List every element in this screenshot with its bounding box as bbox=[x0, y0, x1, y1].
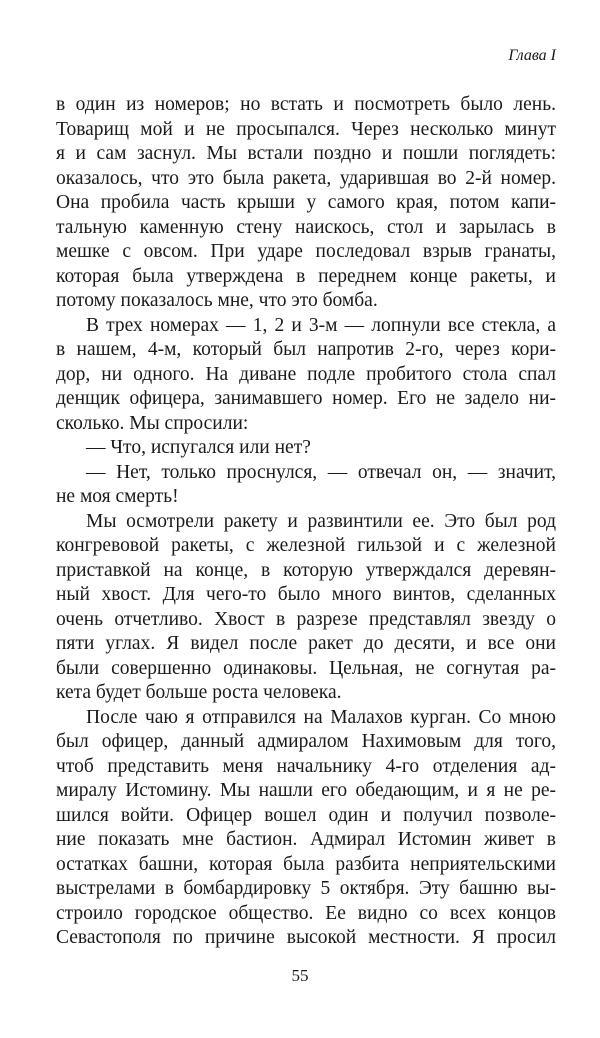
text-line: В трех номерах — 1, 2 и 3-м — лопнули все стекла, а bbox=[86, 314, 556, 336]
text-line: был офицер, данный адмиралом Нахимовым для того, bbox=[56, 731, 556, 752]
text-line: которая была утверждена в переднем конце ракеты, и bbox=[56, 265, 556, 287]
text-line: сколько. Мы спросили: bbox=[56, 412, 249, 434]
text-line: чтоб представить меня начальнику 4-го отделения ад- bbox=[56, 755, 556, 777]
text-line: ние показать мне бастион. Адмирал Истомин живет в bbox=[56, 829, 556, 850]
text-line: — Что, испугался или нет? bbox=[86, 437, 311, 458]
text-line: очень отчетливо. Хвост в разрезе представлял звезду о bbox=[56, 608, 556, 630]
running-header: Глава I bbox=[508, 47, 556, 64]
text-line: не моя смерть! bbox=[56, 486, 179, 507]
text-line: Товарищ мой и не просыпался. Через несколько минут bbox=[56, 118, 556, 140]
body-text bbox=[56, 93, 556, 951]
text-line: в один из номеров; но встать и посмотреть было лень. bbox=[56, 94, 556, 115]
page-number: 55 bbox=[291, 966, 309, 985]
text-line: пяти углах. Я видел после ракет до десяти, и все они bbox=[56, 633, 556, 654]
text-line: Она пробила часть крыши у самого края, потом капи- bbox=[56, 192, 556, 213]
text-line: шился войти. Офицер вошел один и получил позволе- bbox=[56, 804, 556, 826]
text-line: оказалось, что это была ракета, ударившая во 2-й номер. bbox=[56, 167, 556, 189]
text-line: кета будет больше роста человека. bbox=[56, 682, 342, 703]
text-line: После чаю я отправился на Малахов курган. Со мною bbox=[86, 706, 556, 728]
text-line: были совершенно одинаковы. Цельная, не согнутая ра- bbox=[56, 657, 556, 679]
text-line: в нашем, 4-м, который был напротив 2-го, через кори- bbox=[56, 339, 556, 360]
text-line: остатках башни, которая была разбита неприятельскими bbox=[56, 853, 556, 875]
text-line: строило городское общество. Ее видно со всех концов bbox=[56, 902, 556, 924]
text-line: я и сам заснул. Мы встали поздно и пошли поглядеть: bbox=[56, 143, 556, 164]
text-line: Мы осмотрели ракету и развинтили ее. Это был род bbox=[86, 510, 556, 532]
text-line: денщик офицера, занимавшего номер. Его не задело ни- bbox=[56, 388, 556, 409]
text-line: — Нет, только проснулся, — отвечал он, — значит, bbox=[86, 461, 556, 483]
text-line: Севастополя по причине высокой местности. Я просил bbox=[56, 927, 556, 948]
text-line: ный хвост. Для чего-то было много винтов, сделанных bbox=[56, 584, 556, 605]
text-line: выстрелами в бомбардировку 5 октября. Эту башню вы- bbox=[56, 878, 556, 899]
text-line: миралу Истомину. Мы нашли его обедающим, и я не ре- bbox=[56, 780, 556, 801]
text-line: мешке с овсом. При ударе последовал взрыв гранаты, bbox=[56, 241, 556, 262]
text-line: конгревовой ракеты, с железной гильзой и с железной bbox=[56, 535, 556, 556]
text-line: приставкой на конце, в которую утверждался деревян- bbox=[56, 559, 556, 581]
text-line: потому показалось мне, что это бомба. bbox=[56, 290, 378, 311]
text-line: тальную каменную стену наискось, стол и зарылась в bbox=[56, 216, 556, 238]
text-line: дор, ни одного. На диване подле пробитого стола спал bbox=[56, 363, 556, 385]
